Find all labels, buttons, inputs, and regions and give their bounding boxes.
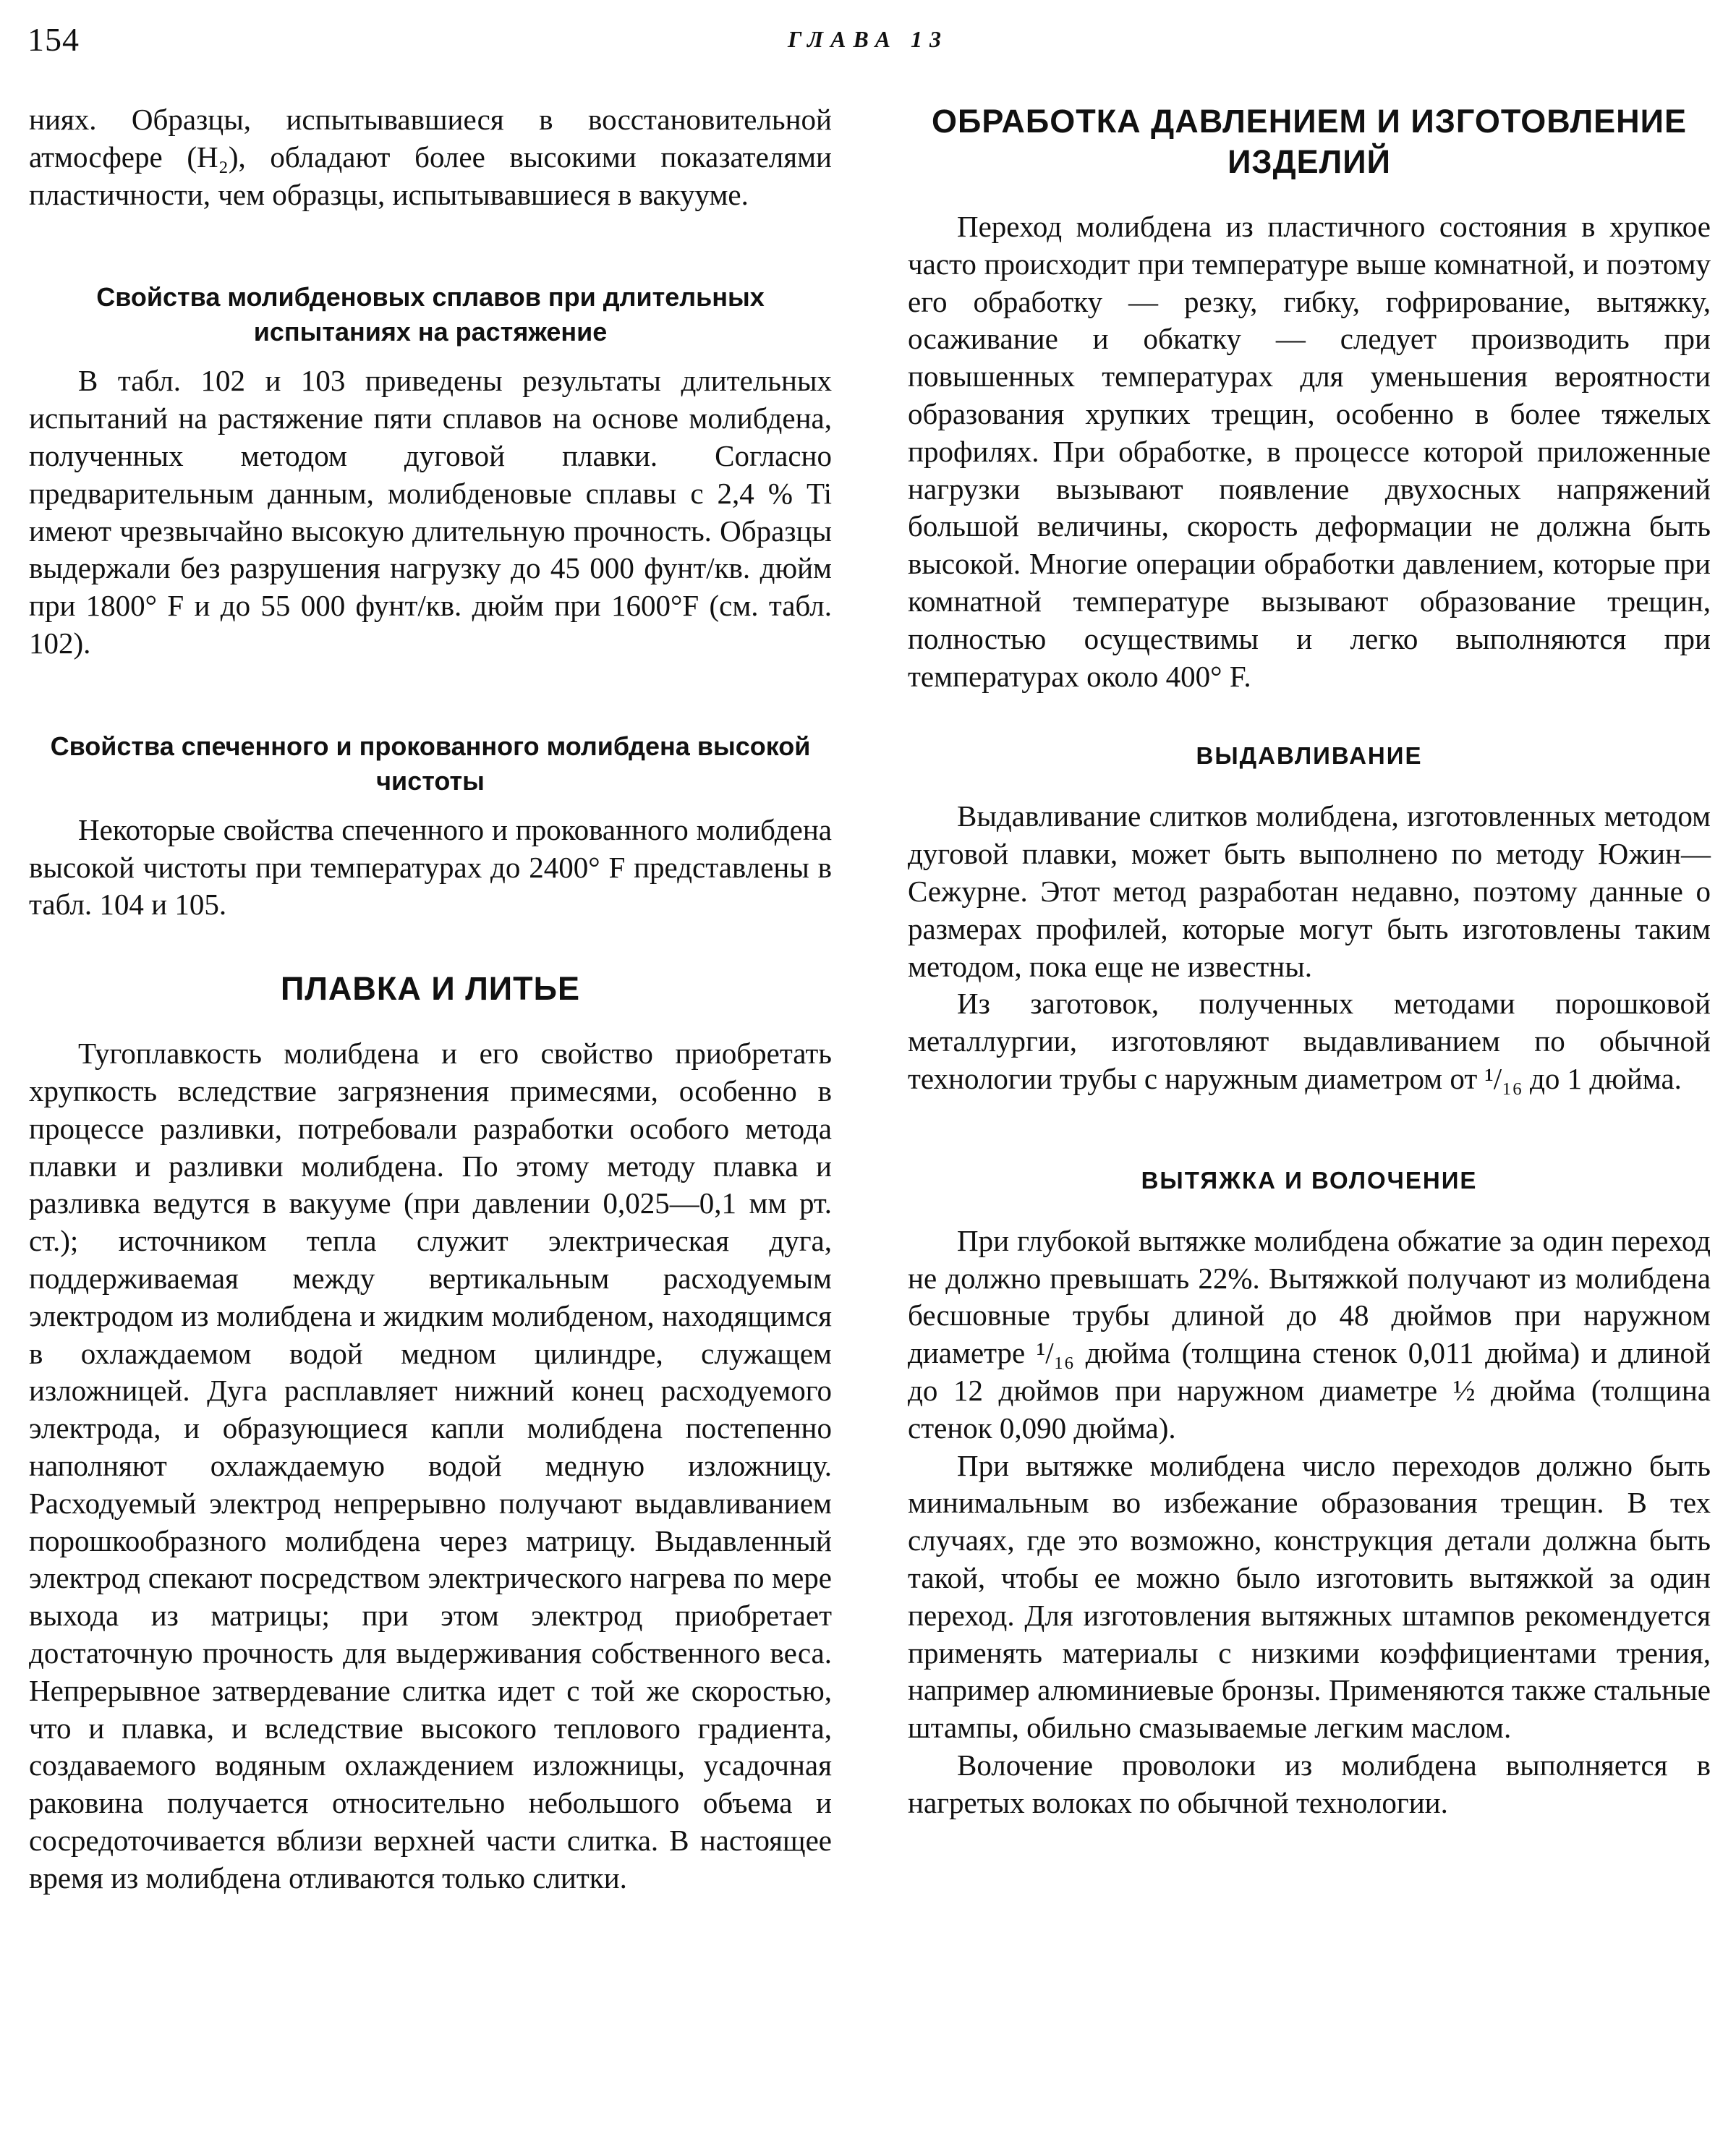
right-column	[908, 101, 1711, 1821]
paragraph-melting-casting: Тугоплавкость молибдена и его свойство приобретать хрупкость вследствие загрязнения примесями, особенно в процессе разливки, потребовали разработки особого метода плавки и разливки молибдена. По этому методу плавка и разливка ведутся в вакууме (при давлении 0,025—0,1 мм рт. ст.); источником тепла служит электрическая дуга, поддерживаемая между вертикальным расходуемым электродом из молибдена и жидким молибденом, находящимся в охлаждаемом водой медном цилиндре, служащем изложницей. Дуга расплавляет нижний конец расходуемого электрода, и образующиеся капли молибдена постепенно наполняют охлаждаемую водой медную изложницу. Расходуемый электрод непрерывно получают выдавливанием порошкообразного молибдена через матрицу. Выдавленный электрод спекают посредством электрического нагрева по мере выхода из матрицы; при этом электрод приобретает достаточную прочность для выдерживания собственного веса. Непрерывное затвердевание слитка идет с той же скоростью, что и плавка, и вследствие высокого теплового градиента, создаваемого водяным охлаждением изложницы, усадочная раковина получается относительно небольшого объема и сосредоточивается вблизи верхней части слитка. В настоящее время из молибдена отливаются только слитки.	[29, 1037, 832, 1895]
paragraph-extrusion-2: Из заготовок, полученных методами порошковой металлургии, изготовляют выдавливанием по обычной технологии трубы с наружным диаметром от ¹/₁₆ до 1 дюйма.	[908, 987, 1711, 1095]
running-head	[27, 20, 1709, 71]
heading-alloy-creep-properties: Свойства молибденовых сплавов при длительных испытаниях на растяжение	[96, 282, 765, 347]
paragraph-sintered-molybdenum: Некоторые свойства спеченного и прокованного молибдена высокой чистоты при температурах до 2400° F представлены в табл. 104 и 105.	[29, 812, 832, 922]
paragraph-alloy-creep: В табл. 102 и 103 приведены результаты длительных испытаний на растяжение пяти сплавов на основе молибдена, полученных методом дуговой плавки. Согласно предварительным данным, молибденовые сплавы с 2,4 % Ti имеют чрезвычайно высокую длительную прочность. Образцы выдержали без разрушения нагрузку до 45 000 фунт/кв. дюйм при 1800° F и до 55 000 фунт/кв. дюйм при 1600°F (см. табл. 102).	[29, 364, 832, 660]
heading-melting-casting: ПЛАВКА И ЛИТЬЕ	[281, 970, 580, 1008]
paragraph-drawing-1: При глубокой вытяжке молибдена обжатие за один переход не должно превышать 22%. Вытяжкой получают из молибдена бесшовные трубы длиной до 48 дюймов при наружном диаметре ¹/₁₆ дюйма (толщина стенок 0,011 дюйма) и длиной до 12 дюймов при наружном диаметре ½ дюйма (толщина стенок 0,090 дюйма).	[908, 1223, 1711, 1445]
chapter-label: ГЛАВА 13	[788, 26, 948, 52]
heading-drawing: ВЫТЯЖКА И ВОЛОЧЕНИЕ	[1141, 1166, 1478, 1194]
paragraph-continuation: ниях. Образцы, испытывавшиеся в восстановительной атмосфере (H₂), обладают более высокими показателями пластичности, чем образцы, испытывавшиеся в вакууме.	[29, 103, 832, 211]
paragraph-extrusion-1: Выдавливание слитков молибдена, изготовленных методом дуговой плавки, может быть выполнено по методу Южин—Сежурне. Этот метод разработан недавно, поэтому данные о размерах профилей, которые могут быть изготовлены таким методом, пока еще не известны.	[908, 799, 1711, 983]
paragraph-drawing-3: Волочение проволоки из молибдена выполняется в нагретых волоках по обычной технологии.	[908, 1748, 1711, 1819]
paragraph-pressure-forming: Переход молибдена из пластичного состояния в хрупкое часто происходит при температуре выше комнатной, и поэтому его обработку — резку, гибку, гофрирование, вытяжку, осаживание и обкатку — следует производить при повышенных температурах для уменьшения вероятности образования хрупких трещин, особенно в более тяжелых профилях. При обработке, в процессе которой приложенные нагрузки вызывают появление двухосных напряжений большой величины, скорость деформации не должна быть высокой. Многие операции обработки давлением, которые при комнатной температуре вызывают образование трещин, полностью осуществимы и легко выполняются при температурах около 400° F.	[908, 210, 1711, 693]
heading-extrusion: ВЫДАВЛИВАНИЕ	[1196, 742, 1423, 770]
heading-pressure-forming: ОБРАБОТКА ДАВЛЕНИЕМ И ИЗГОТОВЛЕНИЕ ИЗДЕЛИЙ	[931, 103, 1688, 180]
paragraph-drawing-2: При вытяжке молибдена число переходов должно быть минимальным во избежание образования трещин. В тех случаях, где это возможно, конструкция детали должна быть такой, чтобы ее можно было изготовить вытяжкой за один переход. Для изготовления вытяжных штампов рекомендуется применять материалы с низкими коэффициентами трения, например алюминиевые бронзы. Применяются также стальные штампы, обильно смазываемые легким маслом.	[908, 1448, 1711, 1745]
left-column	[29, 101, 832, 1897]
heading-sintered-molybdenum: Свойства спеченного и прокованного молибдена высокой чистоты	[50, 731, 811, 796]
page-number: 154	[27, 21, 80, 58]
